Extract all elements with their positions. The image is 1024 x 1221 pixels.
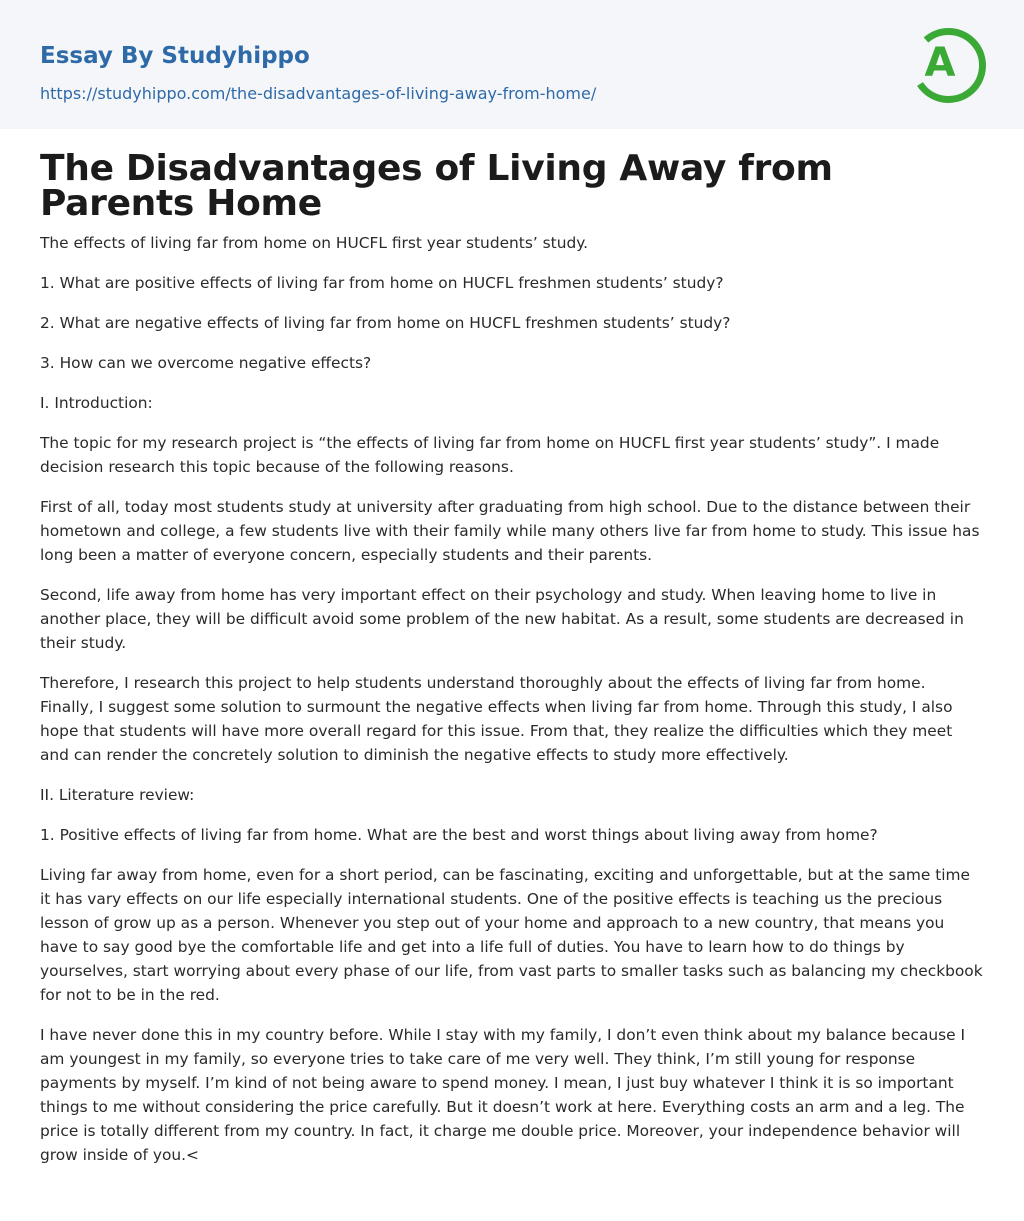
essay-paragraph: 1. Positive effects of living far from home. What are the best and worst things about living away from home? <box>40 826 878 844</box>
essay-paragraph: I. Introduction: <box>40 394 153 412</box>
essay-paragraph: Therefore, I research this project to help students understand thoroughly about the effects of living far from home. Finally, I suggest some solution to surmount the negative effects when living far from home. Through this study, I also hope that students will have more overall regard for this issue. From that, they realize the difficulties which they meet and can render the concretely solution to diminish the negative effects to study more effectively. <box>40 674 953 764</box>
essay-paragraph: The topic for my research project is “the effects of living far from home on HUCFL first year students’ study”. I made decision research this topic because of the following reasons. <box>40 434 940 476</box>
essay-body <box>40 231 984 1167</box>
essay-paragraph: The effects of living far from home on HUCFL first year students’ study. <box>40 234 589 252</box>
essay-url-link[interactable]: https://studyhippo.com/the-disadvantages-of-living-away-from-home/ <box>40 84 597 103</box>
essay-paragraph: II. Literature review: <box>40 786 195 804</box>
essay-paragraph: 3. How can we overcome negative effects? <box>40 354 372 372</box>
site-header <box>0 0 1024 129</box>
essay-paragraph: First of all, today most students study at university after graduating from high school. Due to the distance between their hometown and college, a few students live with their family while many others live far from home to study. This issue has long been a matter of everyone concern, especially students and their parents. <box>40 498 980 564</box>
essay-paragraph: 2. What are negative effects of living far from home on HUCFL freshmen students’ study? <box>40 314 731 332</box>
essay-paragraph: Living far away from home, even for a short period, can be fascinating, exciting and unforgettable, but at the same time it has vary effects on our life especially international students. One of the positive effects is teaching us the precious lesson of grow up as a person. Whenever you step out of your home and approach to a new country, that means you have to say good bye the comfortable life and get into a life full of duties. You have to learn how to do things by yourselves, start worrying about every phase of our life, from vast parts to smaller tasks such as balancing my checkbook for not to be in the red. <box>40 866 983 1004</box>
essay-title: The Disadvantages of Living Away from Parents Home <box>40 148 833 224</box>
essay-paragraph: 1. What are positive effects of living far from home on HUCFL freshmen students’ study? <box>40 274 724 292</box>
site-brand[interactable]: Essay By Studyhippo <box>40 43 310 69</box>
essay-content <box>0 129 1024 1167</box>
studyhippo-logo-icon[interactable] <box>912 18 988 106</box>
essay-paragraph: I have never done this in my country before. While I stay with my family, I don’t even think about my balance because I am youngest in my family, so everyone tries to take care of me very well. They think, I’m still young for response payments by myself. I’m kind of not being aware to spend money. I mean, I just buy whatever I think it is so important things to me without considering the price carefully. But it doesn’t work at here. Everything costs an arm and a leg. The price is totally different from my country. In fact, it charge me double price. Moreover, your independence behavior will grow inside of you.< <box>40 1026 966 1164</box>
logo-letter: A <box>924 40 956 86</box>
essay-paragraph: Second, life away from home has very important effect on their psychology and study. When leaving home to live in another place, they will be difficult avoid some problem of the new habitat. As a result, some students are decreased in their study. <box>40 586 964 652</box>
